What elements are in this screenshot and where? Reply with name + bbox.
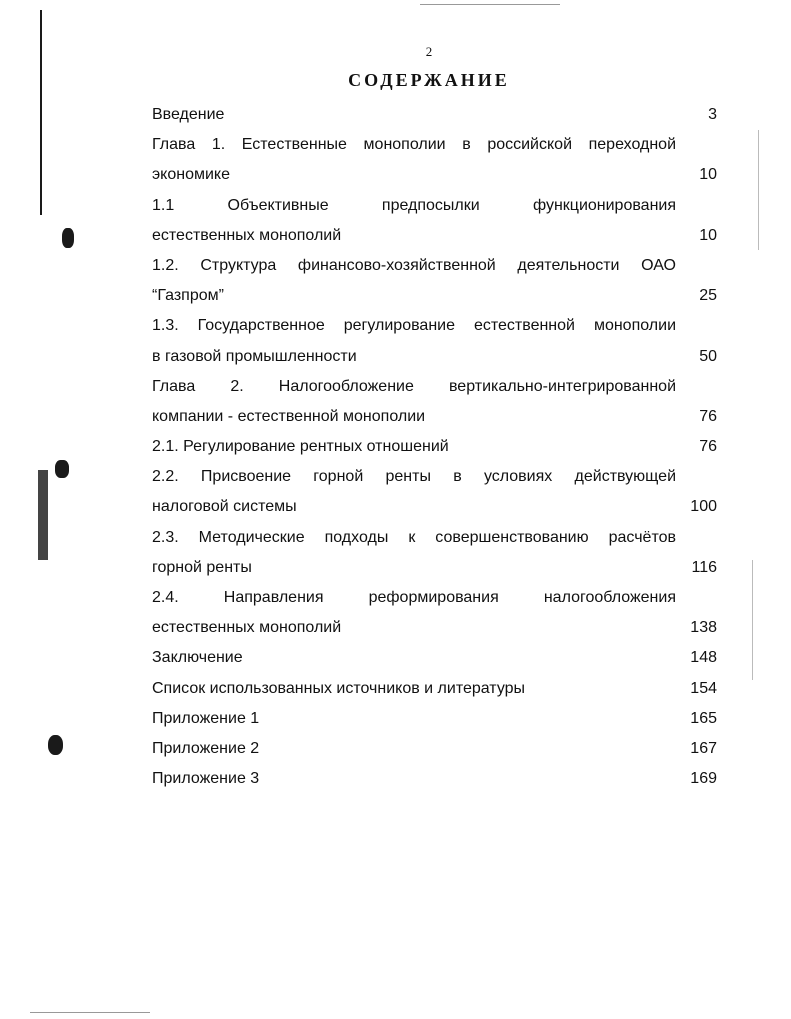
scan-top-line xyxy=(420,4,560,5)
toc-entry-page: 10 xyxy=(699,166,717,184)
scan-blot xyxy=(62,228,74,248)
toc-entry-title: Приложение 3 xyxy=(152,770,260,788)
toc-entry xyxy=(152,704,717,734)
toc-entry xyxy=(152,583,717,613)
toc-entry xyxy=(152,492,717,522)
page-title: СОДЕРЖАНИЕ xyxy=(348,70,510,90)
toc-entry-page: 148 xyxy=(690,649,717,667)
toc-entry-page: 165 xyxy=(690,709,717,727)
toc-entry xyxy=(152,372,717,402)
toc-entry-title: 2.1. Регулирование рентных отношений xyxy=(152,438,449,456)
toc-entry-title: экономике xyxy=(152,166,230,184)
toc-entry xyxy=(152,191,717,221)
toc-entry-title: Глава 1. Естественные монополии в российской переходной xyxy=(152,136,676,154)
scan-edge-line xyxy=(40,10,42,215)
toc-entry xyxy=(152,281,717,311)
toc-entry xyxy=(152,553,717,583)
toc-entry-title: Введение xyxy=(152,106,225,123)
toc-entry-title: 1.3. Государственное регулирование естественной монополии xyxy=(152,317,676,335)
toc-entry-page: 50 xyxy=(699,347,717,365)
page-number: 2 xyxy=(425,44,433,59)
toc-entry xyxy=(152,674,717,704)
toc-entry-page: 76 xyxy=(699,438,717,456)
scan-right-line xyxy=(752,560,753,680)
scan-blot xyxy=(55,460,69,478)
toc-entry xyxy=(152,432,717,462)
toc-entry xyxy=(152,342,717,372)
toc-entry xyxy=(152,221,717,251)
scan-blot xyxy=(48,735,63,755)
toc-entry-title: в газовой промышленности xyxy=(152,347,357,365)
toc-entry-page: 154 xyxy=(690,679,717,697)
toc-entry-page: 3 xyxy=(708,106,717,123)
toc-entry-title: Заключение xyxy=(152,649,243,667)
toc-entry-title: Приложение 1 xyxy=(152,709,260,727)
toc-entry xyxy=(152,251,717,281)
toc-entry-title: естественных монополий xyxy=(152,619,342,637)
toc-entry-title: 1.2. Структура финансово-хозяйственной деятельности ОАО xyxy=(152,256,676,274)
toc-entry-title: компании - естественной монополии xyxy=(152,407,426,425)
table-of-contents xyxy=(152,100,717,794)
toc-entry xyxy=(152,311,717,341)
toc-entry-title: естественных монополий xyxy=(152,226,342,244)
toc-entry-page: 76 xyxy=(699,407,717,425)
toc-entry-title: Глава 2. Налогообложение вертикально-интегрированной xyxy=(152,377,676,395)
scan-bottom-line xyxy=(30,1012,150,1013)
toc-entry-page: 138 xyxy=(690,619,717,637)
toc-entry-page: 116 xyxy=(691,558,717,576)
toc-entry xyxy=(152,160,717,190)
toc-entry xyxy=(152,462,717,492)
toc-entry-page: 100 xyxy=(690,498,717,516)
toc-entry xyxy=(152,130,717,160)
toc-entry-title: 1.1 Объективные предпосылки функционирования xyxy=(152,196,676,214)
toc-entry xyxy=(152,523,717,553)
toc-entry-title: 2.2. Присвоение горной ренты в условиях действующей xyxy=(152,468,676,486)
toc-entry-title: Список использованных источников и литературы xyxy=(152,679,526,697)
toc-entry xyxy=(152,613,717,643)
toc-entry-title: 2.3. Методические подходы к совершенствованию расчётов xyxy=(152,528,676,546)
toc-entry-title: 2.4. Направления реформирования налогообложения xyxy=(152,589,676,606)
toc-entry-page: 25 xyxy=(699,287,717,305)
toc-entry-page: 167 xyxy=(690,739,717,757)
toc-entry xyxy=(152,734,717,764)
scan-right-line xyxy=(758,130,759,250)
toc-entry-title: горной ренты xyxy=(152,558,252,576)
toc-entry xyxy=(152,402,717,432)
toc-entry xyxy=(152,100,717,130)
toc-entry-title: Приложение 2 xyxy=(152,739,260,757)
toc-entry-title: “Газпром” xyxy=(152,287,224,305)
toc-entry-title: налоговой системы xyxy=(152,498,297,516)
toc-entry-page: 169 xyxy=(690,770,717,788)
scan-edge-mark xyxy=(38,470,48,560)
toc-entry-page: 10 xyxy=(699,226,717,244)
toc-entry xyxy=(152,643,717,673)
toc-entry xyxy=(152,764,717,794)
